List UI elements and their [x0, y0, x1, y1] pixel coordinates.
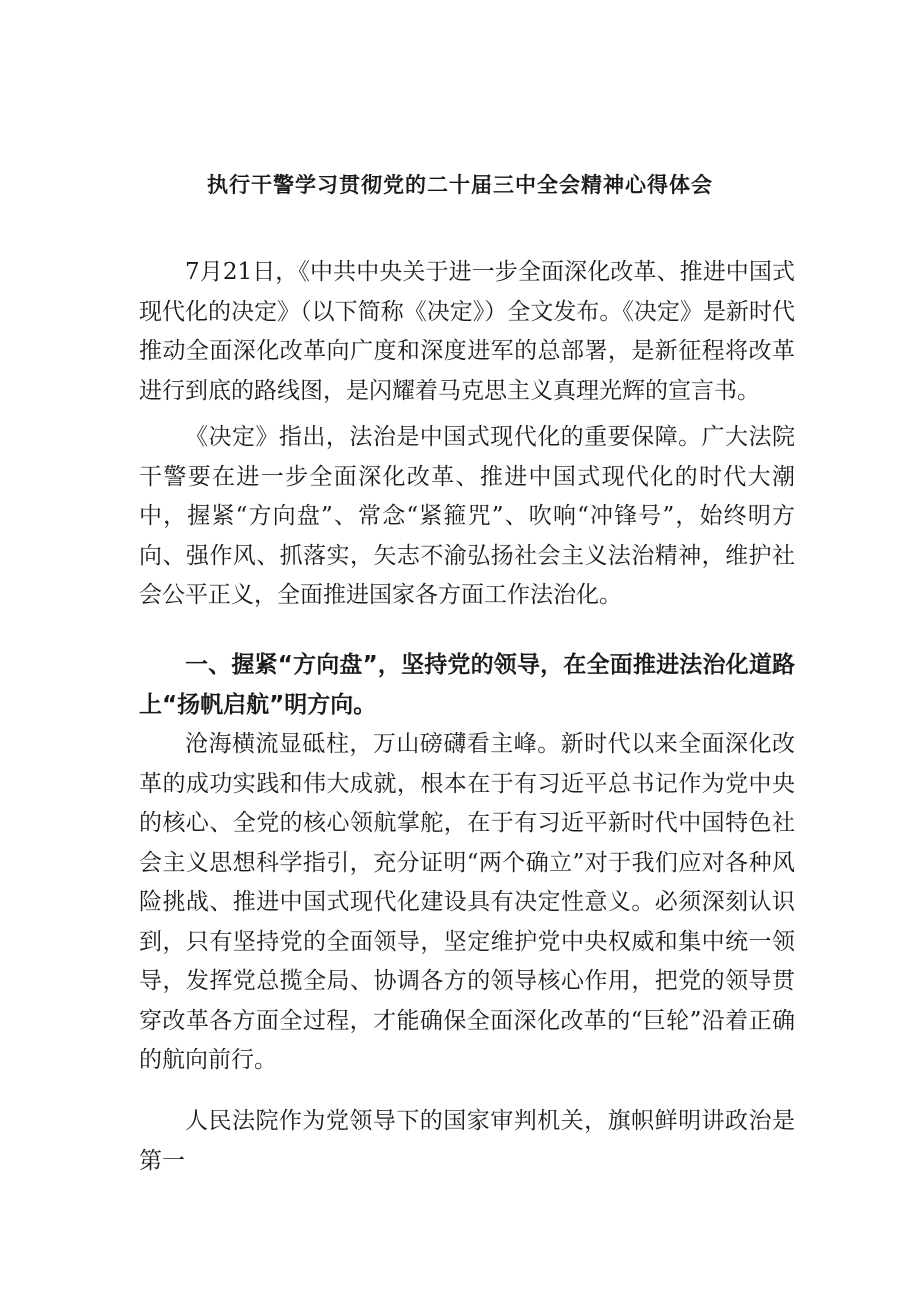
body-paragraph: 沧海横流显砥柱，万山磅礴看主峰。新时代以来全面深化改革的成功实践和伟大成就，根本在于有习近平总书记作为党中央的核心、全党的核心领航掌舵，在于有习近平新时代中国特色社会主义思想科学指引，充分证明“两个确立”对于我们应对各种风险挑战、推进中国式现代化建设具有决定性意义。必须深刻认识到，只有坚持党的全面领导，坚定维护党中央权威和集中统一领导，发挥党总揽全局、协调各方的领导核心作用，把党的领导贯穿改革各方面全过程，才能确保全面深化改革的“巨轮”沿着正确的航向前行。 [139, 731, 795, 1073]
body-paragraph: 7月21日，《中共中央关于进一步全面深化改革、推进中国式现代化的决定》（以下简称《决定》）全文发布。《决定》是新时代推动全面深化改革向广度和深度进军的总部署，是新征程将改革进行到底的路线图，是闪耀着马克思主义真理光辉的宣言书。 [139, 259, 795, 404]
body-paragraph: 人民法院作为党领导下的国家审判机关，旗帜鲜明讲政治是第一 [139, 1108, 795, 1174]
document-title: 执行干警学习贯彻党的二十届三中全会精神心得体会 [207, 173, 713, 197]
section-heading: 一、握紧“方向盘”，坚持党的领导，在全面推进法治化道路上“扬帆启航”明方向。 [139, 652, 795, 718]
body-paragraph: 《决定》指出，法治是中国式现代化的重要保障。广大法院干警要在进一步全面深化改革、推进中国式现代化的时代大潮中，握紧“方向盘”、常念“紧箍咒”、吹响“冲锋号”，始终明方向、强作风、抓落实，矢志不渝弘扬社会主义法治精神，维护社会公平正义，全面推进国家各方面工作法治化。 [139, 424, 795, 608]
